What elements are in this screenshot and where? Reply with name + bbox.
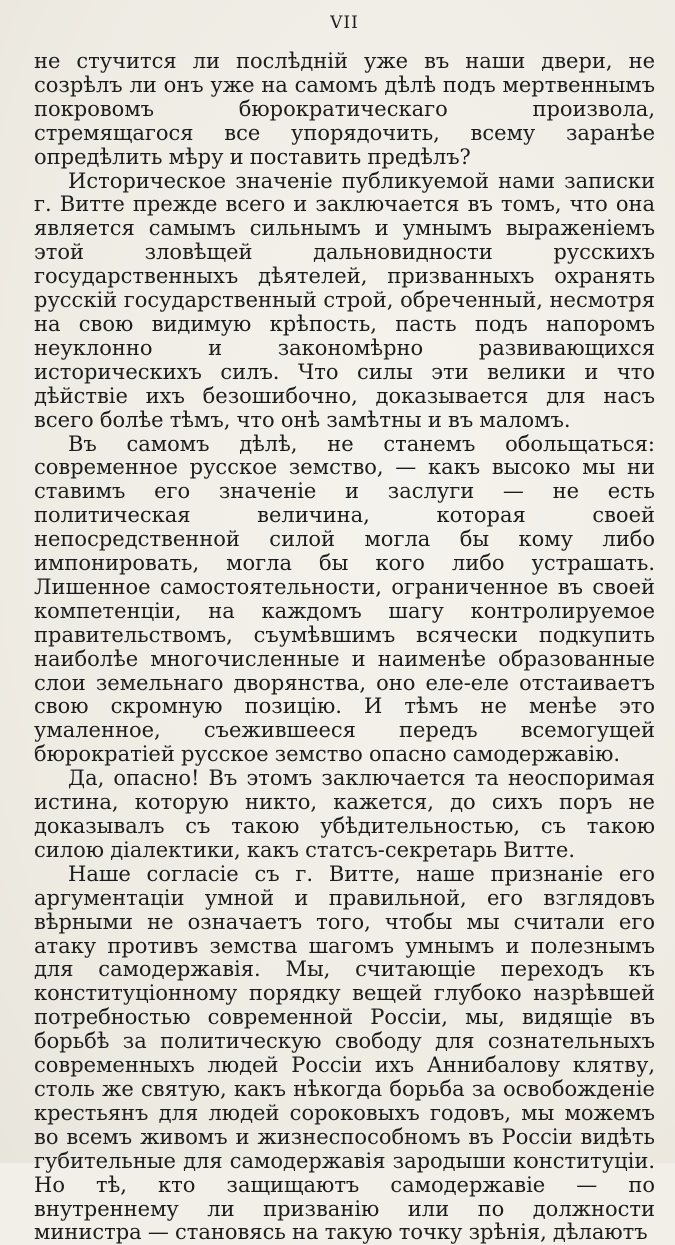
paragraph: Въ самомъ дѣлѣ, не станемъ обольщаться: современное русское земство, — какъ высоко мы ни ставимъ его значеніе и заслуги — не есть политическая величина, которая своей непосредственной силой могла бы кому либо импонировать, могла бы кого либо устрашать. Лишенное самостоятельности, ограниченное въ своей компетенціи, на каждомъ шагу контролируемое правительствомъ, съумѣвшимъ всячески подкупить наиболѣе многочисленные и наименѣе образованные слои земельнаго дворянства, оно еле-еле отстаиваетъ свою скромную позицію. И тѣмъ не менѣе это умаленное, съежившееся передъ всемогущей бюрократіей русское земство опасно самодержавію. xyxy=(34,431,655,767)
body-text xyxy=(34,50,655,1245)
paragraph: Историческое значеніе публикуемой нами записки г. Витте прежде всего и заключается въ томъ, что она является самымъ сильнымъ и умнымъ выраженіемъ этой зловѣщей дальновидности русскихъ государственныхъ дѣятелей, призванныхъ охранять русскій государственный строй, обреченный, несмотря на свою видимую крѣпость, пасть подъ напоромъ неуклонно и закономѣрно развивающихся историческихъ силъ. Что силы эти велики и что дѣйствіе ихъ безошибочно, доказывается для насъ всего болѣе тѣмъ, что онѣ замѣтны и въ маломъ. xyxy=(34,168,655,432)
paragraph: Наше согласіе съ г. Витте, наше признаніе его аргументаціи умной и правильной, его взглядовъ вѣрными не означаетъ того, чтобы мы считали его атаку противъ земства шагомъ умнымъ и полезнымъ для самодержавія. Мы, считающіе переходъ къ конституціонному порядку вещей глубоко назрѣвшей потребностью современной Россіи, мы, видящіе въ борьбѣ за политическую свободу для сознательныхъ современныхъ людей Россіи ихъ Аннибалову клятву, столь же святую, какъ нѣкогда борьба за освобожденіе крестьянъ для людей сороковыхъ годовъ, мы можемъ во всемъ живомъ и жизнеспособномъ въ Россіи видѣть губительные для самодержавія зародыши конституціи. Но тѣ, кто защищаютъ самодержавіе — по внутреннему ли призванію или по должности министра — становясь на такую точку зрѣнія, дѣлаютъ xyxy=(34,861,655,1245)
paragraph: не стучится ли послѣдній уже въ наши двери, не созрѣлъ ли онъ уже на самомъ дѣлѣ подъ мертвеннымъ покровомъ бюрократическаго произвола, стремящагося все упорядочить, всему заранѣе опредѣлить мѣру и поставить предѣлъ? xyxy=(34,49,655,169)
paragraph: Да, опасно! Въ этомъ заключается та неоспоримая истина, которую никто, кажется, до сихъ поръ не доказывалъ съ такою убѣдительностью, съ такою силою діалектики, какъ статсъ-секретарь Витте. xyxy=(34,766,655,862)
page-number: VII xyxy=(330,13,359,33)
